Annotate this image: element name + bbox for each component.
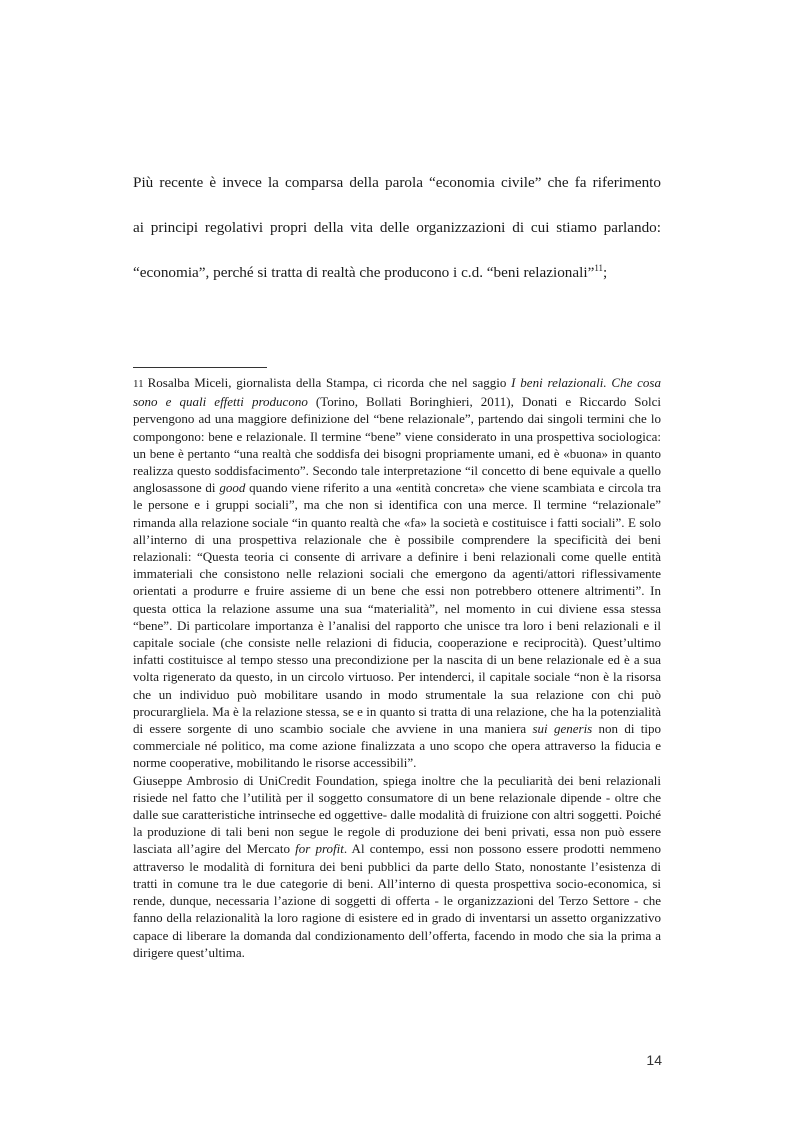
page-number: 14: [646, 1052, 662, 1068]
footnote-reference[interactable]: 11: [594, 262, 603, 273]
body-paragraph: [133, 169, 661, 287]
italic-term: good: [219, 480, 246, 496]
footnote-text: Giuseppe Ambrosio di UniCredit Foundation, spiega inoltre che la peculiarità dei beni relazionali risiede nel fatto che l’utilità per il soggetto consumatore di un bene relazionale dipende - oltre che dalle sue caratteristiche intrinseche ed oggettive- dalle modalità di fruizione con altri soggetti. Poiché la produzione di tali beni non segue le regole di produzione dei beni privati, essa non può essere lasciata all’agire del Mercato: [133, 772, 661, 857]
body-line-2: ai principi regolativi propri della vita delle organizzazioni di cui stiamo parlando:: [133, 219, 661, 236]
footnote-paragraph-1: [133, 374, 661, 772]
footnote-text: non di tipo commerciale né politico, ma come azione finalizzata a uno scopo che opera attraverso la fiducia e norme cooperative, mobilitando le risorse accessibili”.: [133, 721, 661, 771]
footnote-text: quando viene riferito a una «entità concreta» che viene scambiata e circola tra le persone e i gruppi sociali”, ma che non si identifica con una merce. Il termine “relazionale” rimanda alla relazione sociale “in quanto realtà che «fa» la società e costituisce i fatti sociali”. E solo all’interno di una prospettiva relazionale che è possibile comprendere la specificità dei beni relazionali: “Questa teoria ci consente di arrivare a definire i beni relazionali come quelle entità immateriali che consistono nelle relazioni sociali che emergono da agenti/attori riflessivamente orientati a produrre e fruire assieme di un bene che essi non potrebbero ottenere altrimenti”. In questa ottica la relazione assume una sua “materialità”, nel momento in cui diviene essa stessa “bene”. Di particolare importanza è l’analisi del rapporto che unisce tra loro i beni relazionali e il capitale sociale (che consiste nelle relazioni di fiducia, cooperazione e reciprocità). Quest’ultimo infatti costituisce al tempo stesso una precondizione per la nascita di un bene relazionale ed è a sua volta rigenerato da questo, in un circolo virtuoso. Per intenderci, il capitale sociale “non è la risorsa che un individuo può mobilitare usando in modo strumentale la sua relazione con chi può procurargliela. Ma è la relazione stessa, se e in quanto si tratta di una relazione, che ha la potenzialità di essere sorgente di uno scambio sociale che avviene in una maniera: [133, 480, 661, 737]
italic-term: for profit: [295, 841, 344, 857]
italic-term: sui generis: [532, 721, 593, 737]
body-line-3-text: “economia”, perché si tratta di realtà che producono i c.d. “beni relazionali”: [133, 264, 595, 281]
footnote-separator: [133, 367, 267, 368]
book-title: I beni relazionali. Che cosa sono e quali effetti producono: [133, 375, 661, 410]
footnote-paragraph-2: [133, 772, 661, 961]
footnote-text: (Torino, Bollati Boringhieri, 2011), Donati e Riccardo Solci pervengono ad una maggiore definizione del “bene relazionale”, partendo dai singoli termini che lo compongono: bene e relazionale. Il termine “bene” viene considerato in una prospettiva sociologica: un bene è pertanto “una realtà che soddisfa dei bisogni propriamente umani, ed è «buona» in quanto realizza questo soddisfacimento”. Secondo tale interpretazione “il concetto di bene equivale a quello anglosassone di: [133, 394, 661, 496]
footnote-number: 11: [133, 378, 144, 390]
body-line-3: [133, 259, 661, 287]
footnote-text: . Al contempo, essi non possono essere prodotti nemmeno attraverso le modalità di fornitura dei beni pubblici da parte dello Stato, nonostante l’esistenza di tratti in comune tra le due categorie di beni. All’interno di questa prospettiva socio-economica, si rende, dunque, necessaria l’azione di soggetti di offerta - le organizzazioni del Terzo Settore - che fanno della relazionalità la loro ragione di esistere ed in grado di inventarsi un assetto organizzativo capace di liberare la domanda dal condizionamento dell’offerta, facendo in modo che sia la prima a dirigere quest’ultima.: [133, 841, 661, 960]
body-line-3-trailing: ;: [602, 264, 608, 281]
footnote: [133, 374, 661, 961]
footnote-text: Rosalba Miceli, giornalista della Stampa, ci ricorda che nel saggio: [147, 375, 512, 390]
body-line-1: Più recente è invece la comparsa della parola “economia civile” che fa riferimento: [133, 174, 661, 191]
